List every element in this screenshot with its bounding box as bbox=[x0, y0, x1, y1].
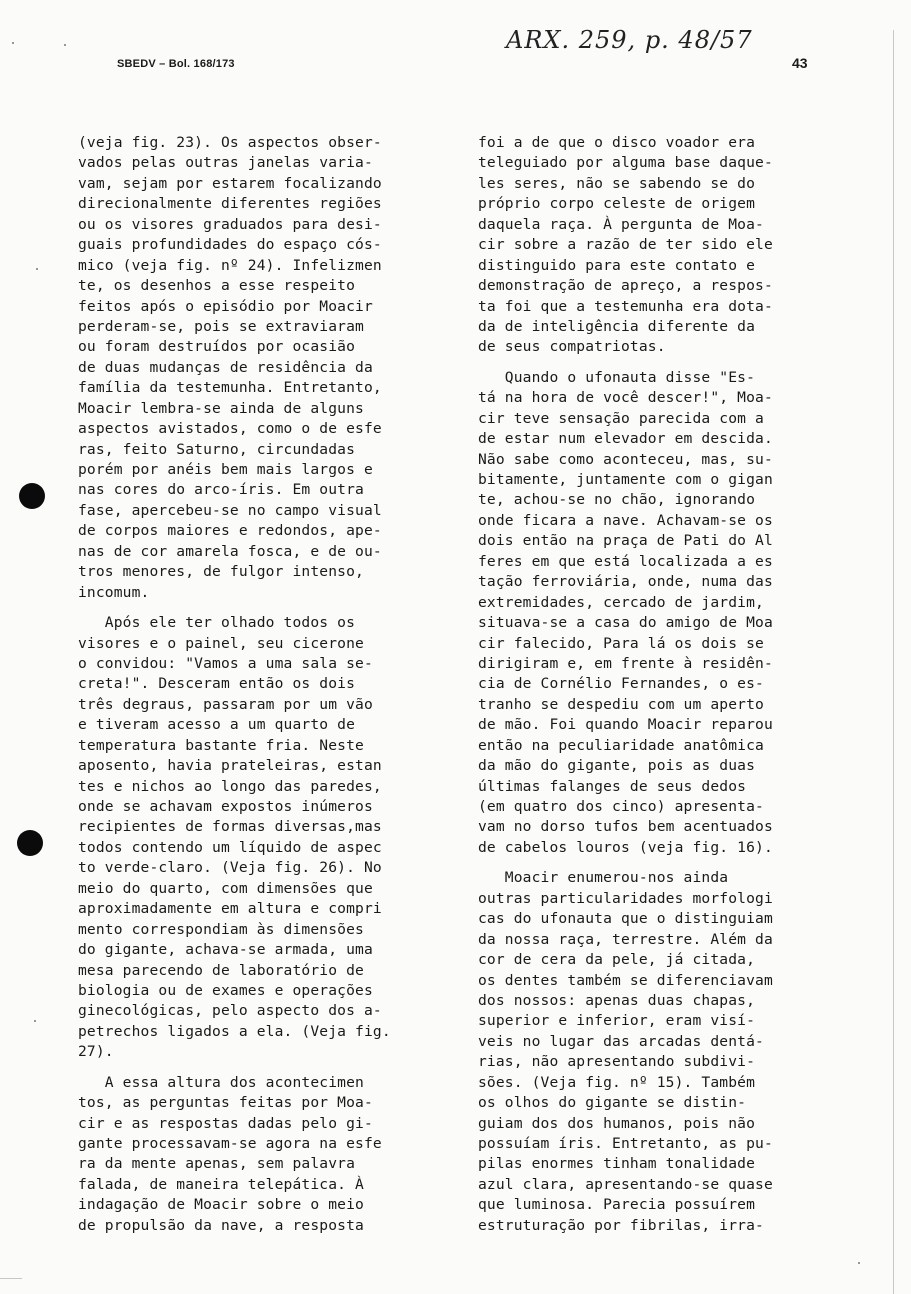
paragraph-gap bbox=[78, 603, 391, 613]
text-line: estruturação por fibrilas, irra- bbox=[478, 1216, 764, 1234]
text-line: direcionalmente diferentes regiões bbox=[78, 195, 382, 213]
text-line: Moacir lembra-se ainda de alguns bbox=[78, 399, 364, 417]
text-line: ta foi que a testemunha era dota- bbox=[478, 297, 773, 315]
text-line: de cabelos louros (veja fig. 16). bbox=[478, 838, 773, 856]
text-line: petrechos ligados a ela. (Veja fig. bbox=[78, 1022, 391, 1040]
journal-reference: SBEDV – Bol. 168/173 bbox=[117, 58, 235, 70]
text-line: vam no dorso tufos bem acentuados bbox=[478, 818, 773, 836]
text-line: tes e nichos ao longo das paredes, bbox=[78, 777, 382, 795]
text-line: gante processavam-se agora na esfe bbox=[78, 1135, 382, 1152]
text-line: de mão. Foi quando Moacir reparou bbox=[478, 716, 773, 734]
text-line: superior e inferior, eram visí- bbox=[478, 1012, 756, 1030]
scan-speck bbox=[858, 1262, 860, 1264]
text-line: tros menores, de fulgor intenso, bbox=[78, 563, 364, 581]
text-line: te, os desenhos a esse respeito bbox=[78, 277, 356, 295]
text-line: dirigiram e, em frente à residên- bbox=[478, 654, 773, 672]
text-line: tos, as perguntas feitas por Moa- bbox=[78, 1094, 373, 1112]
text-line: sões. (Veja fig. nº 15). Também bbox=[478, 1073, 756, 1091]
text-line: últimas falanges de seus dedos bbox=[478, 777, 747, 795]
text-line: mesa parecendo de laboratório de bbox=[78, 961, 364, 979]
text-line: aproximadamente em altura e compri bbox=[78, 900, 382, 918]
paragraph-gap bbox=[78, 1063, 391, 1073]
text-line: visores e o painel, seu cicerone bbox=[78, 634, 364, 652]
scan-speck bbox=[64, 44, 66, 46]
text-line: de estar num elevador em descida. bbox=[478, 430, 773, 448]
text-line: meio do quarto, com dimensões que bbox=[78, 879, 373, 897]
text-line: mico (veja fig. nº 24). Infelizmen bbox=[78, 256, 382, 274]
text-line: o convidou: "Vamos a uma sala se- bbox=[78, 654, 373, 672]
text-line: to verde-claro. (Veja fig. 26). No bbox=[78, 859, 382, 877]
text-line: cor de cera da pele, já citada, bbox=[478, 951, 756, 969]
text-line: indagação de Moacir sobre o meio bbox=[78, 1196, 364, 1214]
text-line: família da testemunha. Entretanto, bbox=[78, 379, 382, 397]
text-line: três degraus, passaram por um vão bbox=[78, 695, 373, 713]
text-line: daquela raça. À pergunta de Moa- bbox=[478, 215, 764, 233]
paragraph-gap bbox=[478, 858, 773, 868]
text-line: da nossa raça, terrestre. Além da bbox=[478, 930, 773, 948]
text-line: bitamente, juntamente com o gigan bbox=[478, 471, 773, 488]
text-line: os olhos do gigante se distin- bbox=[478, 1094, 747, 1112]
text-line: situava-se a casa do amigo de Moa bbox=[478, 614, 773, 632]
text-line: onde ficara a nave. Achavam-se os bbox=[478, 511, 773, 529]
text-line: falada, de maneira telepática. À bbox=[78, 1175, 364, 1193]
text-line: ginecológicas, pelo aspecto dos a- bbox=[78, 1002, 382, 1020]
text-line: guais profundidades do espaço cós- bbox=[78, 236, 382, 254]
text-line: Após ele ter olhado todos os bbox=[78, 614, 356, 632]
text-line: perderam-se, pois se extraviaram bbox=[78, 317, 364, 335]
paragraph-gap bbox=[478, 358, 773, 368]
text-line: A essa altura dos acontecimen bbox=[78, 1073, 364, 1091]
text-line: cas do ufonauta que o distinguiam bbox=[478, 910, 773, 928]
text-line: do gigante, achava-se armada, uma bbox=[78, 941, 373, 959]
text-line: foi a de que o disco voador era bbox=[478, 134, 756, 151]
text-line: veis no lugar das arcadas dentá- bbox=[478, 1032, 764, 1050]
text-line: rias, não apresentando subdivi- bbox=[478, 1053, 756, 1071]
scan-speck bbox=[36, 268, 38, 270]
text-line: te, achou-se no chão, ignorando bbox=[478, 491, 756, 509]
page-number: 43 bbox=[792, 55, 808, 71]
text-line: aposento, havia prateleiras, estan bbox=[78, 757, 382, 775]
text-line: outras particularidades morfologi bbox=[478, 889, 773, 907]
text-line: pilas enormes tinham tonalidade bbox=[478, 1155, 756, 1173]
handwritten-archive-note: ARX. 259, p. 48/57 bbox=[506, 26, 753, 54]
text-line: vados pelas outras janelas varia- bbox=[78, 154, 373, 172]
text-line: temperatura bastante fria. Neste bbox=[78, 736, 364, 754]
text-line: dos nossos: apenas duas chapas, bbox=[478, 991, 756, 1009]
text-line: próprio corpo celeste de origem bbox=[478, 195, 756, 213]
scan-speck bbox=[34, 1020, 36, 1022]
text-line: (veja fig. 23). Os aspectos obser- bbox=[78, 134, 382, 151]
text-line: Quando o ufonauta disse "Es- bbox=[478, 368, 756, 386]
text-line: onde se achavam expostos inúmeros bbox=[78, 798, 373, 815]
text-line: cir e as respostas dadas pelo gi- bbox=[78, 1114, 373, 1132]
text-line: Moacir enumerou-nos ainda bbox=[478, 869, 729, 887]
text-line: de duas mudanças de residência da bbox=[78, 358, 373, 376]
text-line: (em quatro dos cinco) apresenta- bbox=[478, 798, 764, 815]
text-line: aspectos avistados, como o de esfe bbox=[78, 420, 382, 438]
text-line: ra da mente apenas, sem palavra bbox=[78, 1155, 356, 1173]
text-line: então na peculiaridade anatômica bbox=[478, 736, 764, 754]
text-line: Não sabe como aconteceu, mas, su- bbox=[478, 450, 773, 468]
text-line: demonstração de apreço, a respos- bbox=[478, 277, 773, 295]
text-line: e tiveram acesso a um quarto de bbox=[78, 716, 356, 734]
text-line: guiam dos dos humanos, pois não bbox=[478, 1114, 756, 1132]
scan-speck bbox=[12, 42, 14, 44]
text-line: de corpos maiores e redondos, ape- bbox=[78, 522, 382, 540]
text-line: cir sobre a razão de ter sido ele bbox=[478, 236, 773, 254]
text-line: cia de Cornélio Fernandes, o es- bbox=[478, 675, 764, 693]
text-line: azul clara, apresentando-se quase bbox=[478, 1175, 773, 1193]
text-line: todos contendo um líquido de aspec bbox=[78, 838, 382, 856]
bottom-left-scan-mark bbox=[0, 1278, 22, 1279]
text-line: distinguido para este contato e bbox=[478, 256, 756, 274]
text-line: da de inteligência diferente da bbox=[478, 317, 756, 335]
text-line: extremidades, cercado de jardim, bbox=[478, 593, 764, 611]
text-line: porém por anéis bem mais largos e bbox=[78, 461, 373, 478]
left-text-column bbox=[78, 133, 391, 1236]
text-line: mento correspondiam às dimensões bbox=[78, 920, 364, 938]
text-line: dois então na praça de Pati do Al bbox=[478, 532, 773, 550]
text-line: os dentes também se diferenciavam bbox=[478, 971, 773, 989]
right-scan-edge bbox=[893, 30, 894, 1294]
text-line: possuíam íris. Entretanto, as pu- bbox=[478, 1135, 773, 1152]
text-line: ou os visores graduados para desi- bbox=[78, 215, 382, 233]
text-line: les seres, não se sabendo se do bbox=[478, 174, 756, 192]
text-line: cir teve sensação parecida com a bbox=[478, 409, 764, 427]
text-line: de propulsão da nave, a resposta bbox=[78, 1216, 364, 1234]
text-line: ras, feito Saturno, circundadas bbox=[78, 440, 356, 458]
text-line: fase, apercebeu-se no campo visual bbox=[78, 501, 382, 519]
punch-hole-top bbox=[19, 483, 45, 509]
text-line: cir falecido, Para lá os dois se bbox=[478, 634, 764, 652]
text-line: tá na hora de você descer!", Moa- bbox=[478, 389, 773, 407]
text-line: tação ferroviária, onde, numa das bbox=[478, 573, 773, 591]
text-line: creta!". Desceram então os dois bbox=[78, 675, 356, 693]
text-line: da mão do gigante, pois as duas bbox=[478, 757, 756, 775]
text-line: feres em que está localizada a es bbox=[478, 552, 773, 570]
text-line: nas de cor amarela fosca, e de ou- bbox=[78, 542, 382, 560]
text-line: nas cores do arco-íris. Em outra bbox=[78, 481, 364, 499]
text-line: biologia ou de exames e operações bbox=[78, 981, 373, 999]
text-line: recipientes de formas diversas,mas bbox=[78, 818, 382, 836]
text-line: tranho se despediu com um aperto bbox=[478, 695, 764, 713]
text-line: feitos após o episódio por Moacir bbox=[78, 297, 373, 315]
text-line: teleguiado por alguma base daque- bbox=[478, 154, 773, 172]
text-line: vam, sejam por estarem focalizando bbox=[78, 174, 382, 192]
text-line: 27). bbox=[78, 1043, 114, 1061]
text-line: de seus compatriotas. bbox=[478, 338, 666, 356]
text-line: ou foram destruídos por ocasião bbox=[78, 338, 356, 356]
right-text-column bbox=[478, 133, 773, 1236]
text-line: que luminosa. Parecia possuírem bbox=[478, 1196, 756, 1214]
punch-hole-bottom bbox=[17, 830, 43, 856]
text-line: incomum. bbox=[78, 583, 150, 601]
